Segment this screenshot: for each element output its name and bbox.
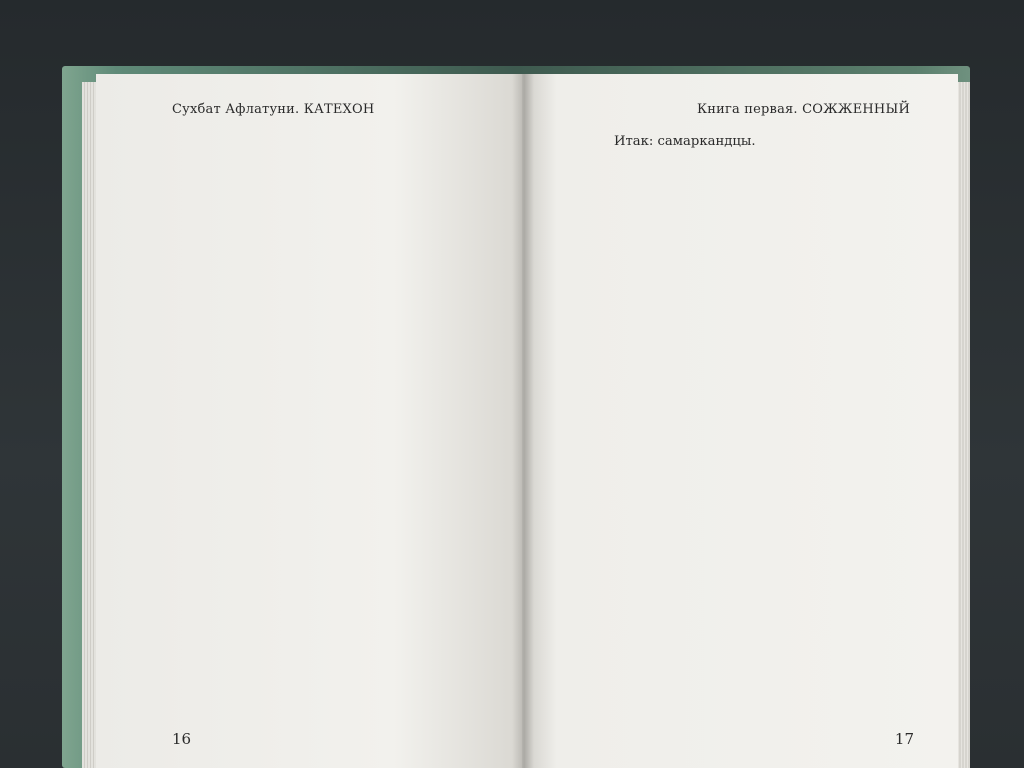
paragraph: Итак: самаркандцы. [614, 134, 756, 149]
right-page-body [594, 132, 920, 152]
left-page [96, 74, 522, 768]
page-number-right: 17 [894, 730, 914, 748]
running-head-right: Книга первая. СОЖЖЕННЫЙ [696, 102, 910, 117]
page-number-left: 16 [172, 730, 192, 748]
right-page [522, 74, 958, 768]
book-gutter [512, 74, 534, 768]
running-head-left: Сухбат Афлатуни. КАТЕХОН [172, 102, 375, 117]
page-stack-right [956, 82, 970, 768]
